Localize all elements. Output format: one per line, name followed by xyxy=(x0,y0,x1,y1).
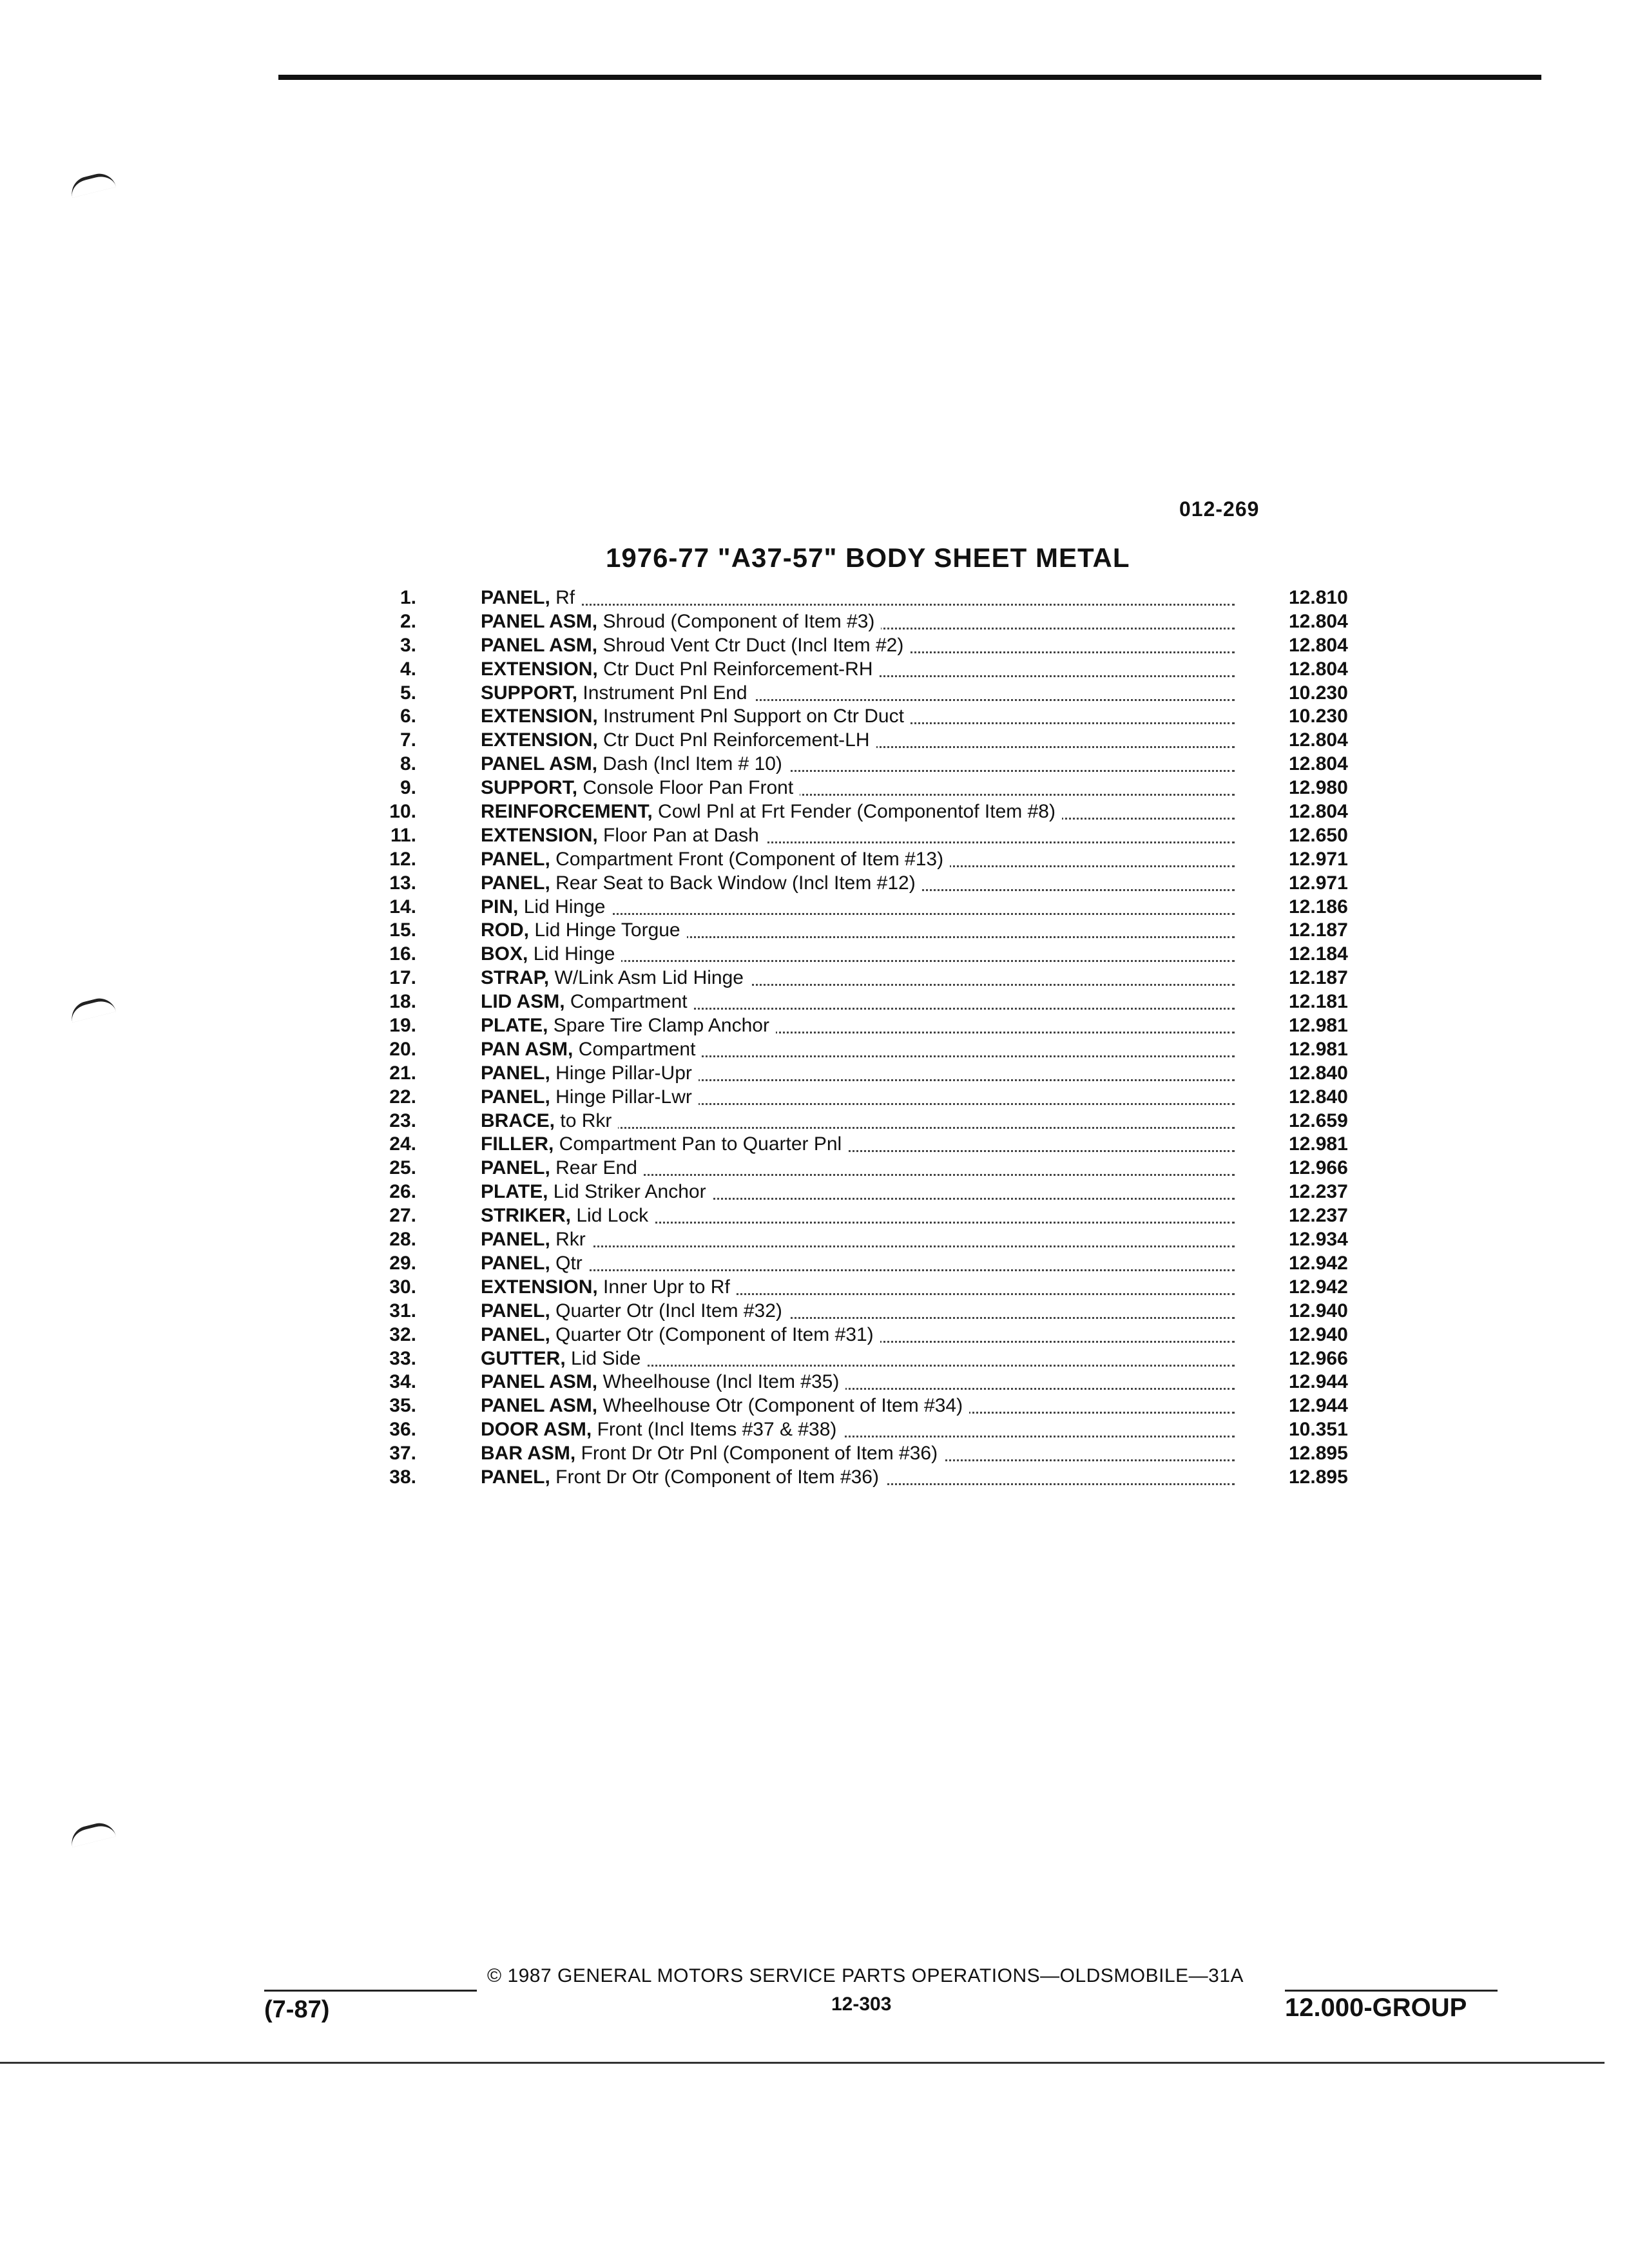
part-detail: Instrument Pnl End xyxy=(583,682,747,704)
part-description xyxy=(481,872,1235,895)
part-detail: Quarter Otr (Incl Item #32) xyxy=(555,1300,782,1321)
part-description xyxy=(481,1252,1235,1275)
group-number: 12.184 xyxy=(1289,943,1348,965)
group-number: 12.971 xyxy=(1289,848,1348,870)
part-number: 2. xyxy=(400,610,416,632)
part-name: PANEL, xyxy=(481,1466,550,1488)
part-description xyxy=(481,1418,1235,1441)
part-description xyxy=(481,1300,1235,1323)
part-name: PANEL, xyxy=(481,1323,550,1345)
dot-leader xyxy=(481,604,1235,606)
part-row xyxy=(361,1300,1392,1323)
part-detail: Shroud Vent Ctr Duct (Incl Item #2) xyxy=(602,634,904,656)
part-detail: Rear End xyxy=(555,1157,637,1179)
part-number: 19. xyxy=(389,1015,416,1037)
group-number: 12.981 xyxy=(1289,1133,1348,1155)
part-number: 11. xyxy=(390,824,416,846)
part-description xyxy=(481,776,1235,800)
footer-rule-right xyxy=(1285,1990,1498,1992)
part-number: 38. xyxy=(389,1466,416,1488)
page-title: 1976-77 "A37-57" BODY SHEET METAL xyxy=(606,543,1130,573)
part-number: 21. xyxy=(389,1062,416,1084)
group-number: 12.944 xyxy=(1289,1371,1348,1393)
part-description xyxy=(481,586,1235,610)
part-row xyxy=(361,1370,1392,1394)
part-name: LID ASM, xyxy=(481,991,565,1013)
part-detail: Front Dr Otr (Component of Item #36) xyxy=(555,1466,879,1488)
part-row xyxy=(361,966,1392,990)
part-number: 17. xyxy=(389,967,416,989)
part-description xyxy=(481,1157,1235,1180)
part-row xyxy=(361,1228,1392,1252)
part-detail: Front Dr Otr Pnl (Component of Item #36) xyxy=(581,1443,938,1465)
part-detail: Lid Striker Anchor xyxy=(553,1181,706,1203)
part-row xyxy=(361,1323,1392,1347)
part-name: DOOR ASM, xyxy=(481,1419,592,1441)
group-number: 12.804 xyxy=(1289,610,1348,632)
part-row xyxy=(361,1466,1392,1490)
part-detail: Console Floor Pan Front xyxy=(583,777,794,799)
part-row xyxy=(361,848,1392,872)
part-row xyxy=(361,1157,1392,1180)
group-number: 12.810 xyxy=(1289,587,1348,608)
part-name: EXTENSION, xyxy=(481,824,598,846)
part-name: PANEL, xyxy=(481,872,550,894)
part-row xyxy=(361,1276,1392,1300)
part-row xyxy=(361,1062,1392,1086)
part-number: 37. xyxy=(389,1443,416,1465)
part-detail: Compartment Front (Component of Item #13) xyxy=(555,848,944,870)
copyright-notice: © 1987 GENERAL MOTORS SERVICE PARTS OPERATIONS—OLDSMOBILE—31A xyxy=(487,1965,1244,1986)
part-detail: Wheelhouse Otr (Component of Item #34) xyxy=(602,1395,963,1417)
part-row xyxy=(361,753,1392,776)
part-name: PANEL, xyxy=(481,587,550,608)
part-detail: Wheelhouse (Incl Item #35) xyxy=(602,1371,840,1393)
part-detail: Compartment xyxy=(570,991,688,1013)
parts-list xyxy=(361,586,1392,1490)
part-description xyxy=(481,1228,1235,1251)
group-number: 12.944 xyxy=(1289,1395,1348,1417)
part-row xyxy=(361,634,1392,658)
binder-hole-mark-top xyxy=(68,170,116,198)
part-description xyxy=(481,1110,1235,1133)
part-detail: Lid Lock xyxy=(576,1205,649,1227)
part-row xyxy=(361,610,1392,634)
part-name: PLATE, xyxy=(481,1181,548,1203)
footer-rule-left xyxy=(264,1990,477,1992)
part-description xyxy=(481,1466,1235,1489)
part-detail: Rear Seat to Back Window (Incl Item #12) xyxy=(555,872,916,894)
part-name: PANEL ASM, xyxy=(481,634,598,656)
part-detail: Dash (Incl Item # 10) xyxy=(602,753,782,775)
part-row xyxy=(361,1252,1392,1276)
part-number: 27. xyxy=(389,1205,416,1227)
part-name: EXTENSION, xyxy=(481,1276,598,1298)
part-description xyxy=(481,1394,1235,1418)
group-number: 12.981 xyxy=(1289,1015,1348,1037)
part-detail: Hinge Pillar-Upr xyxy=(555,1062,692,1084)
part-description xyxy=(481,1276,1235,1299)
part-row xyxy=(361,586,1392,610)
group-number: 12.187 xyxy=(1289,967,1348,989)
part-name: EXTENSION, xyxy=(481,706,598,727)
part-description xyxy=(481,1014,1235,1037)
part-number: 13. xyxy=(389,872,416,894)
part-description xyxy=(481,753,1235,776)
group-label: 12.000-GROUP xyxy=(1285,1994,1467,2022)
group-number: 12.804 xyxy=(1289,634,1348,656)
part-row xyxy=(361,1394,1392,1418)
part-row xyxy=(361,729,1392,753)
part-detail: Quarter Otr (Component of Item #31) xyxy=(555,1323,874,1345)
group-number: 12.840 xyxy=(1289,1086,1348,1108)
part-number: 22. xyxy=(389,1086,416,1108)
part-number: 15. xyxy=(389,919,416,941)
part-row xyxy=(361,1418,1392,1442)
part-name: PLATE, xyxy=(481,1015,548,1037)
part-number: 35. xyxy=(389,1395,416,1417)
reference-code: 012-269 xyxy=(1179,497,1260,521)
group-number: 12.895 xyxy=(1289,1466,1348,1488)
part-description xyxy=(481,824,1235,847)
part-row xyxy=(361,1180,1392,1204)
part-number: 36. xyxy=(389,1419,416,1441)
part-number: 28. xyxy=(389,1229,416,1251)
group-number: 12.804 xyxy=(1289,753,1348,775)
group-number: 12.966 xyxy=(1289,1347,1348,1369)
part-detail: Cowl Pnl at Frt Fender (Componentof Item #8) xyxy=(658,801,1055,823)
part-row xyxy=(361,1347,1392,1371)
group-number: 12.181 xyxy=(1289,991,1348,1013)
part-detail: Ctr Duct Pnl Reinforcement-RH xyxy=(603,658,873,680)
part-row xyxy=(361,896,1392,919)
part-row xyxy=(361,872,1392,896)
part-number: 23. xyxy=(389,1110,416,1131)
part-detail: to Rkr xyxy=(560,1110,612,1131)
part-number: 20. xyxy=(389,1038,416,1060)
part-description xyxy=(481,896,1235,919)
part-name: SUPPORT, xyxy=(481,777,578,799)
part-name: PANEL, xyxy=(481,1086,550,1108)
group-number: 12.804 xyxy=(1289,658,1348,680)
part-name: PANEL ASM, xyxy=(481,1395,598,1417)
part-detail: Qtr xyxy=(555,1252,583,1274)
group-number: 12.971 xyxy=(1289,872,1348,894)
dot-leader xyxy=(481,1245,1235,1247)
part-name: PANEL, xyxy=(481,848,550,870)
group-number: 12.187 xyxy=(1289,919,1348,941)
part-name: PANEL ASM, xyxy=(481,753,598,775)
part-number: 8. xyxy=(400,753,416,775)
part-name: EXTENSION, xyxy=(481,658,598,680)
part-detail: Lid Side xyxy=(571,1347,641,1369)
part-number: 26. xyxy=(389,1181,416,1203)
group-number: 12.237 xyxy=(1289,1181,1348,1203)
group-number: 12.840 xyxy=(1289,1062,1348,1084)
part-number: 5. xyxy=(400,682,416,704)
part-detail: Inner Upr to Rf xyxy=(603,1276,730,1298)
part-name: PANEL ASM, xyxy=(481,1371,598,1393)
part-number: 4. xyxy=(400,658,416,680)
part-description xyxy=(481,1133,1235,1156)
part-number: 34. xyxy=(389,1371,416,1393)
part-description xyxy=(481,682,1235,705)
group-number: 12.659 xyxy=(1289,1110,1348,1131)
bottom-rule xyxy=(0,2062,1605,2064)
part-description xyxy=(481,848,1235,871)
part-number: 3. xyxy=(400,634,416,656)
part-number: 1. xyxy=(400,587,416,608)
part-description xyxy=(481,919,1235,942)
group-number: 12.980 xyxy=(1289,777,1348,799)
group-number: 12.942 xyxy=(1289,1276,1348,1298)
part-detail: Front (Incl Items #37 & #38) xyxy=(597,1419,837,1441)
part-description xyxy=(481,1180,1235,1204)
part-detail: Lid Hinge xyxy=(523,896,606,918)
group-number: 12.650 xyxy=(1289,824,1348,846)
part-row xyxy=(361,705,1392,729)
part-row xyxy=(361,990,1392,1014)
part-row xyxy=(361,776,1392,800)
part-detail: Spare Tire Clamp Anchor xyxy=(553,1015,769,1037)
part-detail: Ctr Duct Pnl Reinforcement-LH xyxy=(603,729,870,751)
part-name: PANEL ASM, xyxy=(481,610,598,632)
part-row xyxy=(361,1133,1392,1157)
part-description xyxy=(481,1086,1235,1109)
part-description xyxy=(481,990,1235,1014)
part-description xyxy=(481,610,1235,633)
part-name: BRACE, xyxy=(481,1110,555,1131)
part-row xyxy=(361,658,1392,682)
top-rule xyxy=(278,75,1541,80)
part-name: BAR ASM, xyxy=(481,1443,576,1465)
part-name: REINFORCEMENT, xyxy=(481,801,653,823)
page-number: 12-303 xyxy=(831,1994,892,2015)
part-description xyxy=(481,1347,1235,1370)
part-detail: Rf xyxy=(555,587,575,608)
part-number: 24. xyxy=(389,1133,416,1155)
part-number: 12. xyxy=(389,848,416,870)
part-number: 14. xyxy=(389,896,416,918)
part-description xyxy=(481,658,1235,681)
part-description xyxy=(481,705,1235,728)
part-number: 18. xyxy=(389,991,416,1013)
part-row xyxy=(361,1086,1392,1110)
part-description xyxy=(481,966,1235,990)
part-row xyxy=(361,1038,1392,1062)
part-detail: Lid Hinge xyxy=(533,943,615,965)
group-number: 12.981 xyxy=(1289,1038,1348,1060)
part-name: STRAP, xyxy=(481,967,550,989)
part-description xyxy=(481,1038,1235,1061)
group-number: 12.966 xyxy=(1289,1157,1348,1179)
group-number: 12.895 xyxy=(1289,1443,1348,1465)
part-number: 31. xyxy=(389,1300,416,1321)
part-name: STRIKER, xyxy=(481,1205,572,1227)
part-detail: Compartment xyxy=(578,1038,696,1060)
part-number: 9. xyxy=(400,777,416,799)
part-name: BOX, xyxy=(481,943,528,965)
group-number: 12.804 xyxy=(1289,729,1348,751)
part-name: GUTTER, xyxy=(481,1347,566,1369)
part-name: FILLER, xyxy=(481,1133,554,1155)
part-name: PAN ASM, xyxy=(481,1038,574,1060)
part-name: ROD, xyxy=(481,919,529,941)
part-description xyxy=(481,800,1235,823)
part-row xyxy=(361,1014,1392,1038)
part-description xyxy=(481,1204,1235,1227)
binder-hole-mark-middle xyxy=(68,995,116,1023)
group-number: 12.934 xyxy=(1289,1229,1348,1251)
part-description xyxy=(481,1370,1235,1394)
part-detail: Floor Pan at Dash xyxy=(603,824,759,846)
revision-date: (7-87) xyxy=(264,1996,330,2023)
part-description xyxy=(481,634,1235,657)
part-number: 33. xyxy=(389,1347,416,1369)
part-name: SUPPORT, xyxy=(481,682,578,704)
part-name: PANEL, xyxy=(481,1157,550,1179)
part-name: PIN, xyxy=(481,896,519,918)
group-number: 12.942 xyxy=(1289,1252,1348,1274)
binder-hole-mark-bottom xyxy=(68,1820,116,1847)
part-name: PANEL, xyxy=(481,1229,550,1251)
part-row xyxy=(361,943,1392,966)
part-row xyxy=(361,919,1392,943)
part-row xyxy=(361,1110,1392,1133)
part-detail: Shroud (Component of Item #3) xyxy=(602,610,875,632)
group-number: 12.940 xyxy=(1289,1300,1348,1321)
part-number: 32. xyxy=(389,1323,416,1345)
group-number: 12.940 xyxy=(1289,1323,1348,1345)
part-number: 16. xyxy=(389,943,416,965)
part-detail: W/Link Asm Lid Hinge xyxy=(554,967,744,989)
group-number: 10.351 xyxy=(1289,1419,1348,1441)
group-number: 12.186 xyxy=(1289,896,1348,918)
part-description xyxy=(481,943,1235,966)
part-number: 25. xyxy=(389,1157,416,1179)
dot-leader xyxy=(481,1269,1235,1271)
part-description xyxy=(481,1323,1235,1347)
part-number: 6. xyxy=(400,706,416,727)
part-row xyxy=(361,824,1392,848)
part-name: EXTENSION, xyxy=(481,729,598,751)
part-row xyxy=(361,682,1392,706)
part-detail: Hinge Pillar-Lwr xyxy=(555,1086,692,1108)
group-number: 10.230 xyxy=(1289,706,1348,727)
part-row xyxy=(361,1204,1392,1228)
part-name: PANEL, xyxy=(481,1252,550,1274)
group-number: 12.804 xyxy=(1289,801,1348,823)
part-detail: Instrument Pnl Support on Ctr Duct xyxy=(603,706,904,727)
part-description xyxy=(481,729,1235,752)
part-number: 29. xyxy=(389,1252,416,1274)
part-name: PANEL, xyxy=(481,1300,550,1321)
part-row xyxy=(361,800,1392,824)
part-detail: Rkr xyxy=(555,1229,586,1251)
part-row xyxy=(361,1442,1392,1466)
group-number: 10.230 xyxy=(1289,682,1348,704)
part-detail: Compartment Pan to Quarter Pnl xyxy=(559,1133,842,1155)
group-number: 12.237 xyxy=(1289,1205,1348,1227)
part-number: 7. xyxy=(400,729,416,751)
part-number: 30. xyxy=(389,1276,416,1298)
part-detail: Lid Hinge Torgue xyxy=(534,919,680,941)
part-name: PANEL, xyxy=(481,1062,550,1084)
part-description xyxy=(481,1062,1235,1085)
part-description xyxy=(481,1442,1235,1465)
part-number: 10. xyxy=(389,801,416,823)
